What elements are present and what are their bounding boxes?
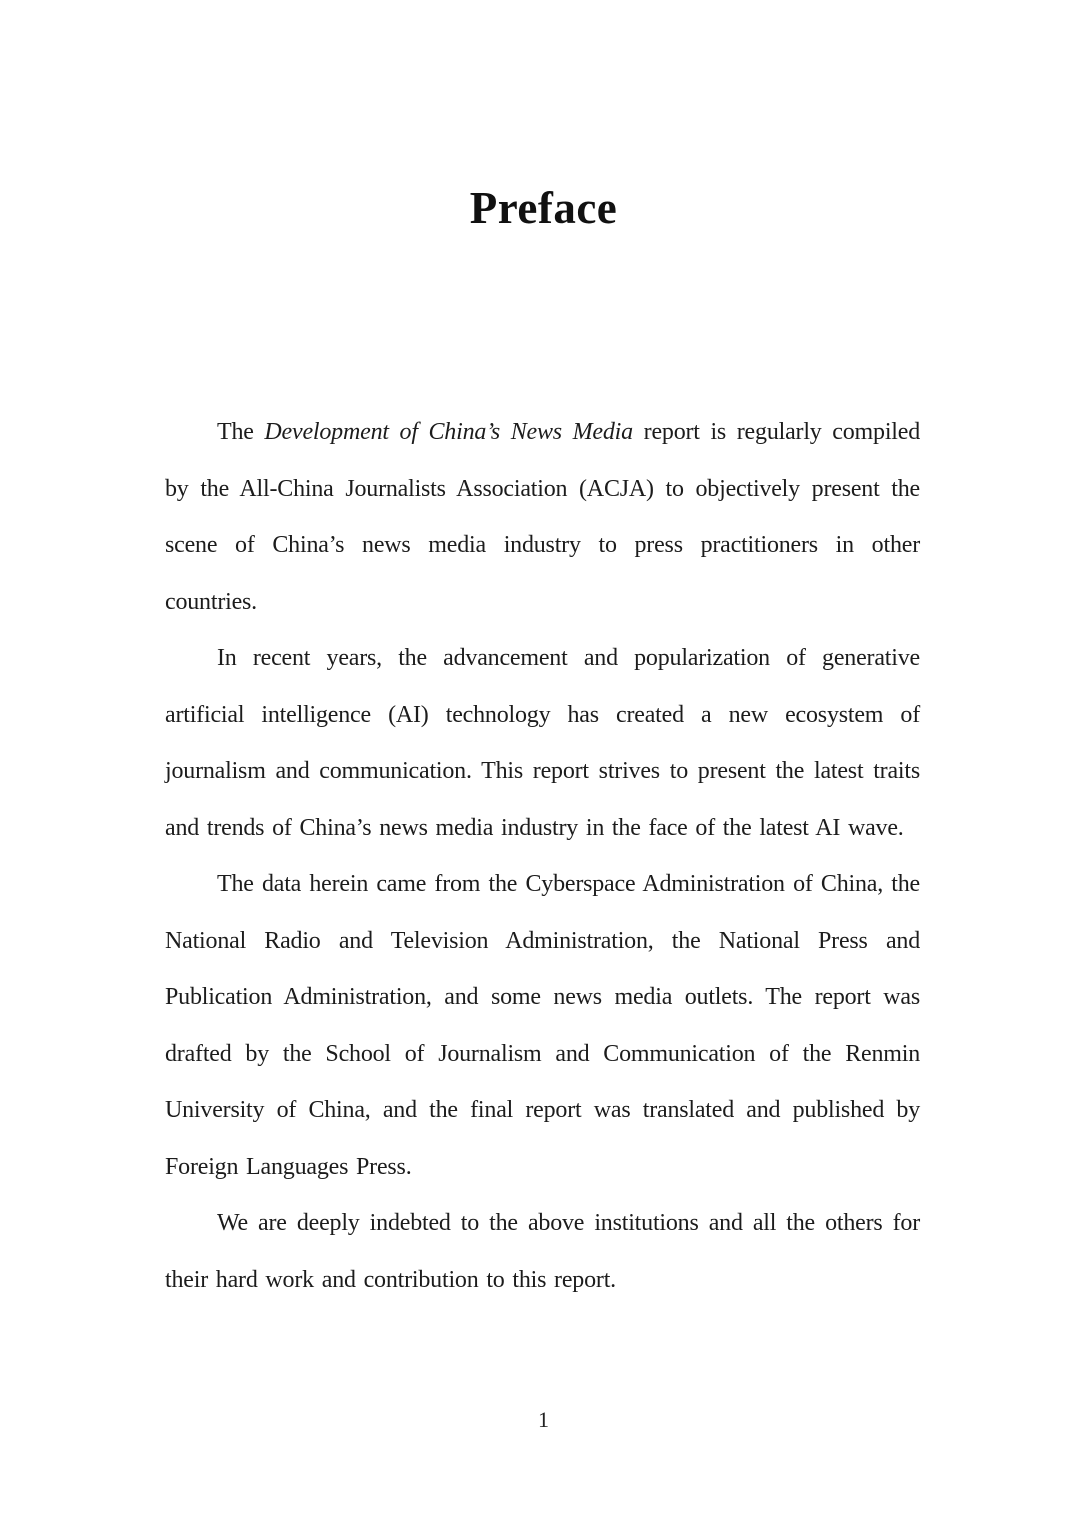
document-body xyxy=(0,404,1087,1308)
paragraph-acknowledgement: We are deeply indebted to the above institutions and all the others for their hard work and contribution to this report. xyxy=(165,1210,920,1293)
report-title-italic: Development of China’s News Media xyxy=(264,419,633,445)
paragraph-intro-lead: The xyxy=(217,419,265,445)
paragraph-intro-rest: report is regularly compiled by the All-China Journalists Association (ACJA) to objectively present the scene of China’s news media industry to press practitioners in other countries. xyxy=(165,419,921,615)
paragraph-ai-context: In recent years, the advancement and popularization of generative artificial intelligence (AI) technology has created a new ecosystem of journalism and communication. This report strives to present the latest traits and trends of China’s news media industry in the face of the latest AI wave. xyxy=(165,645,920,841)
paragraph-data-sources: The data herein came from the Cyberspace Administration of China, the National Radio and Television Administration, the National Press and Publication Administration, and some news media outlets. The report was drafted by the School of Journalism and Communication of the Renmin University of China, and the final report was translated and published by Foreign Languages Press. xyxy=(165,871,920,1180)
paragraph-intro xyxy=(165,404,920,630)
page-title: Preface xyxy=(469,183,618,233)
page-number: 1 xyxy=(538,1407,549,1432)
